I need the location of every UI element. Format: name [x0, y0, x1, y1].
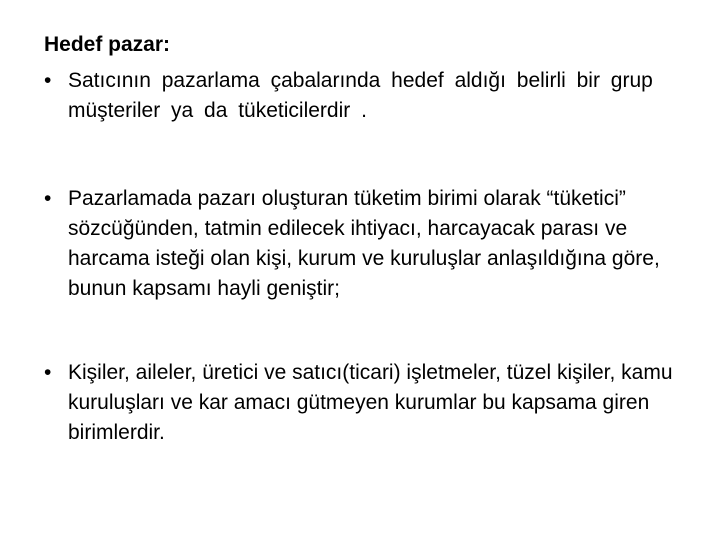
bullet-item-units: [44, 358, 678, 448]
slide-heading: Hedef pazar:: [44, 33, 171, 56]
bullet-icon: •: [44, 361, 52, 384]
bullet-item-definition: [44, 66, 678, 126]
bullet-item-scope: [44, 184, 678, 304]
bullet-text: Pazarlamada pazarı oluşturan tüketim birimi olarak “tüketici” sözcüğünden, tatmin edilecek ihtiyacı, harcayacak parası ve harcama isteği olan kişi, kurum ve kuruluşlar anlaşıldığına göre, bunun kapsamı hayli geniştir;: [68, 187, 660, 300]
bullet-icon: •: [44, 187, 52, 210]
bullet-text: Satıcının pazarlama çabalarında hedef aldığı belirli bir grup müşteriler ya da tüketicilerdir .: [68, 69, 653, 122]
bullet-text: Kişiler, aileler, üretici ve satıcı(ticari) işletmeler, tüzel kişiler, kamu kuruluşları ve kar amacı gütmeyen kurumlar bu kapsama giren birimlerdir.: [68, 361, 673, 444]
bullet-icon: •: [44, 69, 52, 92]
